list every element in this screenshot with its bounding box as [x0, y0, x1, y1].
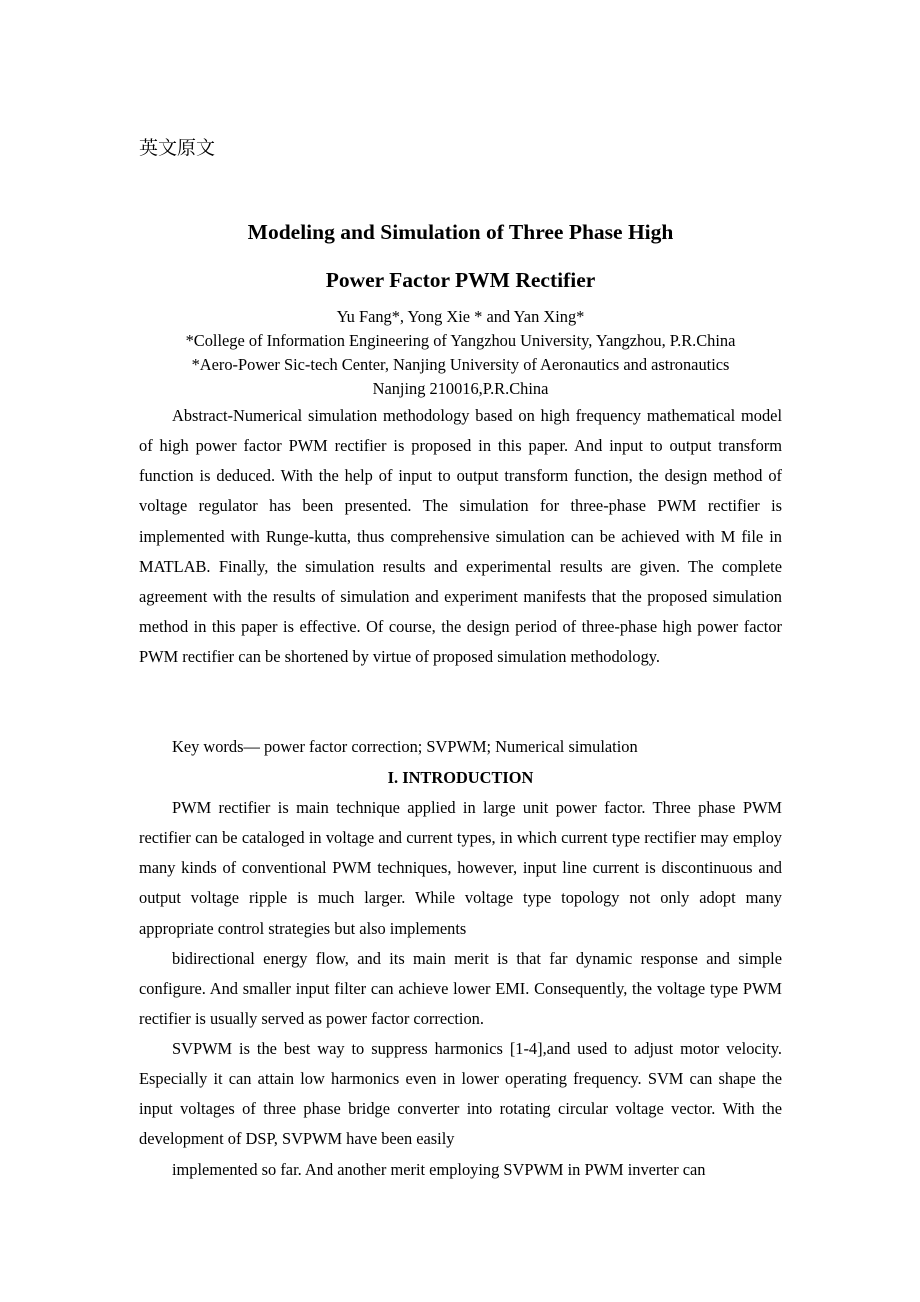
paper-title-line-1: Modeling and Simulation of Three Phase High [247, 220, 674, 244]
paper-title-line-2: Power Factor PWM Rectifier [325, 268, 596, 292]
intro-paragraph-1: PWM rectifier is main technique applied in large unit power factor. Three phase PWM rectifier can be cataloged in voltage and current types, in which current type rectifier may employ many kinds of conventional PWM techniques, however, input line current is discontinuous and output voltage ripple is much larger. While voltage type topology not only adopt many appropriate control strategies but also implements [139, 798, 782, 938]
intro-paragraph-4: implemented so far. And another merit employing SVPWM in PWM inverter can [172, 1160, 706, 1179]
affiliation-address: Nanjing 210016,P.R.China [372, 379, 549, 398]
abstract: Abstract-Numerical simulation methodology based on high frequency mathematical model of high power factor PWM rectifier is proposed in this paper. And input to output transform function is deduced. With the help of input to output transform function, the design method of voltage regulator has been presented. The simulation for three-phase PWM rectifier is implemented with Runge-kutta, thus comprehensive simulation can be achieved with M file in MATLAB. Finally, the simulation results and experimental results are given. The complete agreement with the results of simulation and experiment manifests that the proposed simulation method in this paper is effective. Of course, the design period of three-phase high power factor PWM rectifier can be shortened by virtue of proposed simulation methodology. [139, 406, 782, 667]
keywords: Key words— power factor correction; SVPWM; Numerical simulation [172, 737, 638, 756]
intro-paragraph-3: SVPWM is the best way to suppress harmonics [1-4],and used to adjust motor velocity. Especially it can attain low harmonics even in lower operating frequency. SVM can shape the input voltages of three phase bridge converter into rotating circular voltage vector. With the development of DSP, SVPWM have been easily [139, 1039, 782, 1149]
affiliation-1: *College of Information Engineering of Yangzhou University, Yangzhou, P.R.China [185, 331, 736, 350]
authors: Yu Fang*, Yong Xie * and Yan Xing* [336, 307, 585, 326]
header-label: 英文原文 [139, 137, 216, 159]
intro-paragraph-2: bidirectional energy flow, and its main merit is that far dynamic response and simple configure. And smaller input filter can achieve lower EMI. Consequently, the voltage type PWM rectifier is usually served as power factor correction. [139, 949, 782, 1029]
section-heading-introduction: I. INTRODUCTION [387, 768, 534, 787]
affiliation-2: *Aero-Power Sic-tech Center, Nanjing University of Aeronautics and astronautics [191, 355, 730, 374]
